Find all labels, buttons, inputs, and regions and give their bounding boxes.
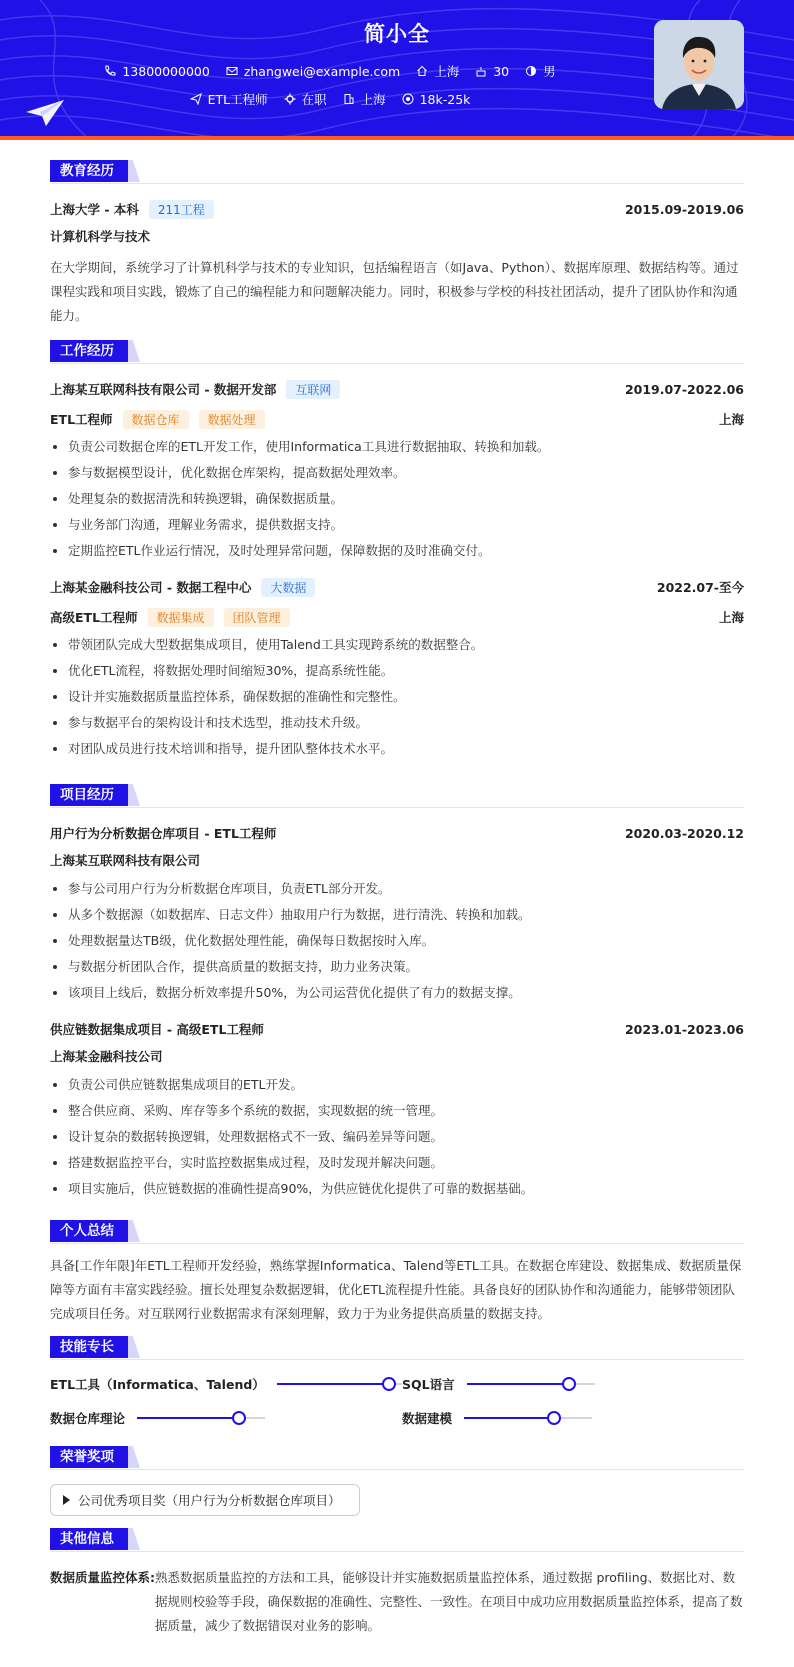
age-text: 30 xyxy=(493,63,510,79)
location-text: 上海 xyxy=(434,64,460,79)
skill-name: SQL语言 xyxy=(402,1377,455,1392)
project-bullets xyxy=(50,1072,744,1202)
gender-icon xyxy=(525,65,537,77)
target-city-item xyxy=(343,90,386,108)
gender-text: 男 xyxy=(543,64,556,79)
job-title-item xyxy=(190,90,268,108)
list-item: 负责公司供应链数据集成项目的ETL开发。 xyxy=(50,1072,744,1098)
industry-tag: 大数据 xyxy=(261,578,315,597)
skill-knob xyxy=(562,1377,576,1391)
section-title-other: 其他信息 xyxy=(50,1528,128,1550)
job-intent-row xyxy=(0,90,660,108)
age-item xyxy=(475,62,509,80)
section-title-skills: 技能专长 xyxy=(50,1336,128,1358)
project-period: 2020.03-2020.12 xyxy=(624,825,744,841)
role-tag: 数据处理 xyxy=(199,410,265,429)
skill-knob xyxy=(382,1377,396,1391)
skill-item xyxy=(50,1374,402,1394)
job-title-text: ETL工程师 xyxy=(207,92,268,107)
status-item xyxy=(284,90,327,108)
salary-item xyxy=(402,90,471,108)
major: 计算机科学与技术 xyxy=(50,229,151,244)
phone-text: 13800000000 xyxy=(122,63,210,79)
email-item xyxy=(226,62,400,80)
contact-row xyxy=(0,62,660,80)
status-text: 在职 xyxy=(301,92,327,107)
role-tag: 数据集成 xyxy=(148,608,214,627)
location-item xyxy=(416,62,459,80)
company-name: 上海某金融科技公司 - 数据工程中心 xyxy=(50,580,252,595)
candidate-name: 简小全 xyxy=(364,22,430,46)
building-icon xyxy=(343,93,355,105)
list-item: 对团队成员进行技术培训和指导，提升团队整体技术水平。 xyxy=(50,736,744,762)
education-desc: 在大学期间，系统学习了计算机科学与技术的专业知识，包括编程语言（如Java、Python）、数据库原理、数据结构等。通过课程实践和项目实践，锻炼了自己的编程能力和问题解决能力。同时，积极参与学校的科技社团活动，提升了团队协作和沟通能力。 xyxy=(50,260,739,323)
list-item: 优化ETL流程，将数据处理时间缩短30%，提高系统性能。 xyxy=(50,658,744,684)
list-item: 设计复杂的数据转换逻辑，处理数据格式不一致、编码差异等问题。 xyxy=(50,1124,744,1150)
phone-icon xyxy=(104,65,116,77)
project-item xyxy=(50,822,744,1006)
work-bullets xyxy=(50,632,744,762)
skill-item xyxy=(402,1374,732,1394)
industry-tag: 互联网 xyxy=(286,380,340,399)
role-tag: 数据仓库 xyxy=(123,410,189,429)
section-title-projects: 项目经历 xyxy=(50,784,128,806)
summary-text: 具备[工作年限]年ETL工程师开发经验，熟练掌握Informatica、Talend等ETL工具。在数据仓库建设、数据集成、数据质量保障等方面有丰富实践经验。擅长处理复杂数据逻辑，优化ETL流程提升性能。具备良好的团队协作和沟通能力，能够带领团队完成项目任务。对互联网行业数据需求有深刻理解，致力于为业务提供高质量的数据支持。 xyxy=(50,1258,742,1321)
project-name: 供应链数据集成项目 - 高级ETL工程师 xyxy=(50,1022,264,1037)
section-title-summary: 个人总结 xyxy=(50,1220,128,1242)
skill-name: 数据仓库理论 xyxy=(50,1411,126,1426)
section-title-work: 工作经历 xyxy=(50,340,128,362)
skill-knob xyxy=(547,1411,561,1425)
work-city: 上海 xyxy=(718,412,744,427)
status-icon xyxy=(284,93,296,105)
salary-icon xyxy=(402,93,414,105)
project-period: 2023.01-2023.06 xyxy=(624,1021,744,1037)
education-section xyxy=(50,160,744,328)
work-city: 上海 xyxy=(718,610,744,625)
email-text: zhangwei@example.com xyxy=(243,63,401,79)
mail-icon xyxy=(226,65,238,77)
list-item: 与业务部门沟通，理解业务需求，提供数据支持。 xyxy=(50,512,744,538)
work-period: 2019.07-2022.06 xyxy=(624,381,744,397)
work-item xyxy=(50,378,744,564)
skill-bar xyxy=(464,1417,592,1419)
work-bullets xyxy=(50,434,744,564)
list-item: 参与公司用户行为分析数据仓库项目，负责ETL部分开发。 xyxy=(50,876,744,902)
salary-text: 18k-25k xyxy=(419,91,471,107)
other-section xyxy=(50,1528,744,1638)
project-company: 上海某金融科技公司 xyxy=(50,1049,163,1064)
avatar-portrait xyxy=(654,20,744,109)
expand-triangle-icon xyxy=(63,1495,70,1505)
section-title-education: 教育经历 xyxy=(50,160,128,182)
skill-item xyxy=(402,1408,732,1428)
project-item xyxy=(50,1018,744,1202)
phone-item xyxy=(104,62,209,80)
award-text: 公司优秀项目奖（用户行为分析数据仓库项目） xyxy=(78,1493,341,1508)
skill-bar xyxy=(277,1383,402,1385)
list-item: 参与数据模型设计，优化数据仓库架构，提高数据处理效率。 xyxy=(50,460,744,486)
skills-section xyxy=(50,1336,744,1428)
list-item: 整合供应商、采购、库存等多个系统的数据，实现数据的统一管理。 xyxy=(50,1098,744,1124)
project-name: 用户行为分析数据仓库项目 - ETL工程师 xyxy=(50,826,277,841)
list-item: 处理复杂的数据清洗和转换逻辑，确保数据质量。 xyxy=(50,486,744,512)
award-item[interactable] xyxy=(50,1484,360,1516)
list-item: 搭建数据监控平台，实时监控数据集成过程，及时发现并解决问题。 xyxy=(50,1150,744,1176)
list-item: 该项目上线后，数据分析效率提升50%，为公司运营优化提供了有力的数据支撑。 xyxy=(50,980,744,1006)
list-item: 从多个数据源（如数据库、日志文件）抽取用户行为数据，进行清洗、转换和加载。 xyxy=(50,902,744,928)
list-item: 设计并实施数据质量监控体系，确保数据的准确性和完整性。 xyxy=(50,684,744,710)
list-item: 处理数据量达TB级，优化数据处理性能，确保每日数据按时入库。 xyxy=(50,928,744,954)
list-item: 带领团队完成大型数据集成项目，使用Talend工具实现跨系统的数据整合。 xyxy=(50,632,744,658)
work-item xyxy=(50,576,744,762)
other-key: 数据质量监控体系: xyxy=(50,1570,155,1585)
other-value: 熟悉数据质量监控的方法和工具，能够设计并实施数据质量监控体系，通过数据 profiling、数据比对、数据规则校验等手段，确保数据的准确性、完整性、一致性。在项目中成功应用数据质量监控体系，提高了数据质量，减少了数据错误对业务的影响。 xyxy=(155,1570,743,1633)
skill-bar xyxy=(137,1417,265,1419)
role-name: 高级ETL工程师 xyxy=(50,610,138,625)
company-name: 上海某互联网科技有限公司 - 数据开发部 xyxy=(50,382,277,397)
skills-grid xyxy=(50,1374,744,1428)
other-item xyxy=(50,1566,744,1638)
work-section xyxy=(50,340,744,762)
work-period: 2022.07-至今 xyxy=(656,580,744,595)
summary-section xyxy=(50,1220,744,1326)
project-company: 上海某互联网科技有限公司 xyxy=(50,853,201,868)
awards-section xyxy=(50,1446,744,1516)
profile-photo xyxy=(654,20,744,109)
skill-name: ETL工具（Informatica、Talend） xyxy=(50,1377,265,1392)
list-item: 项目实施后，供应链数据的准确性提高90%，为供应链优化提供了可靠的数据基础。 xyxy=(50,1176,744,1202)
list-item: 与数据分析团队合作，提供高质量的数据支持，助力业务决策。 xyxy=(50,954,744,980)
skill-bar xyxy=(467,1383,595,1385)
role-name: ETL工程师 xyxy=(50,412,113,427)
send-icon xyxy=(190,93,202,105)
education-row xyxy=(50,198,744,220)
school-name: 上海大学 - 本科 xyxy=(50,202,139,217)
role-tag: 团队管理 xyxy=(224,608,290,627)
section-title-awards: 荣誉奖项 xyxy=(50,1446,128,1468)
gender-item xyxy=(525,62,556,80)
cake-icon xyxy=(475,65,487,77)
skill-item xyxy=(50,1408,402,1428)
list-item: 定期监控ETL作业运行情况，及时处理异常问题，保障数据的及时准确交付。 xyxy=(50,538,744,564)
project-bullets xyxy=(50,876,744,1006)
home-icon xyxy=(416,65,428,77)
list-item: 参与数据平台的架构设计和技术选型，推动技术升级。 xyxy=(50,710,744,736)
skill-knob xyxy=(232,1411,246,1425)
target-city-text: 上海 xyxy=(360,92,386,107)
education-period: 2015.09-2019.06 xyxy=(624,201,744,217)
list-item: 负责公司数据仓库的ETL开发工作，使用Informatica工具进行数据抽取、转换和加载。 xyxy=(50,434,744,460)
skill-name: 数据建模 xyxy=(402,1411,453,1426)
projects-section xyxy=(50,784,744,1202)
school-tag: 211工程 xyxy=(149,200,214,219)
resume-header xyxy=(0,0,794,140)
